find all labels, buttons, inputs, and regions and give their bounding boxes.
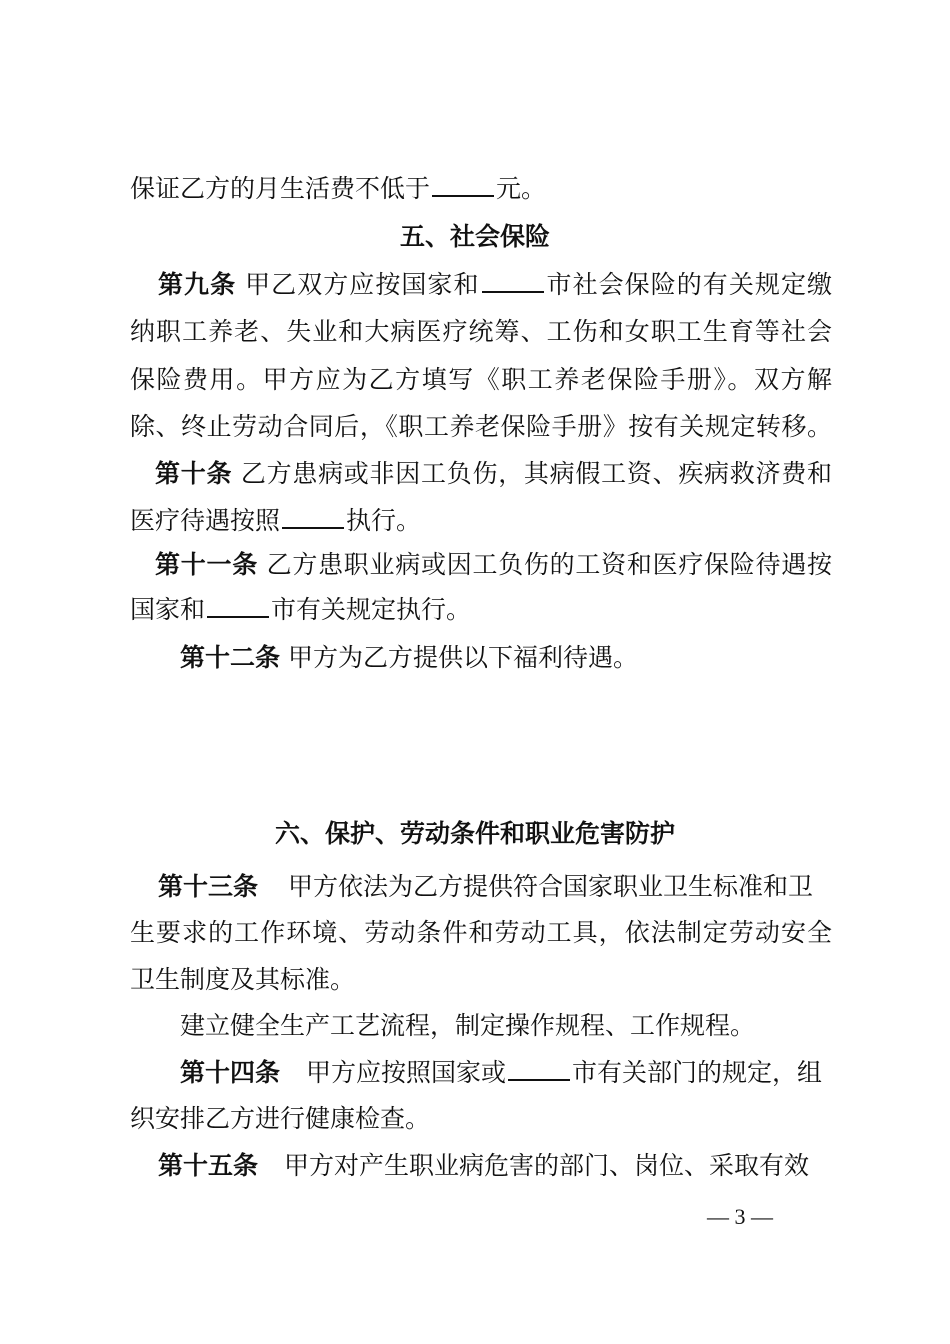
- fill-in-blank[interactable]: [508, 1057, 570, 1081]
- section-heading-social-insurance: 五、社会保险: [399, 222, 550, 251]
- text-segment: 市有关规定执行。: [271, 595, 472, 624]
- article-9-line: [158, 269, 832, 301]
- text-segment: 乙方患病或非因工负伤，其病假工资、疾病救济费和: [232, 459, 832, 488]
- text-line-medical-treatment: [130, 505, 421, 537]
- text-line: 保险费用。甲方应为乙方填写《职工养老保险手册》。双方解: [130, 365, 832, 394]
- article-11-line: [155, 549, 832, 581]
- text-line: 建立健全生产工艺流程，制定操作规程、工作规程。: [180, 1011, 756, 1040]
- text-segment: 元。: [496, 174, 547, 203]
- article-label: 第十四条: [180, 1058, 281, 1087]
- fill-in-blank[interactable]: [207, 594, 269, 618]
- text-line: 纳职工养老、失业和大病医疗统筹、工伤和女职工生育等社会: [130, 317, 832, 346]
- text-segment: 保证乙方的月生活费不低于: [130, 174, 431, 203]
- article-12-line: [180, 642, 638, 674]
- fill-in-blank[interactable]: [482, 269, 544, 293]
- text-line-living-allowance: [130, 173, 546, 205]
- text-line: 卫生制度及其标准。: [130, 965, 356, 994]
- text-segment: 甲方应按照国家或: [306, 1058, 507, 1087]
- text-segment: 甲乙双方应按国家和: [236, 270, 480, 299]
- section-heading-labor-protection: 六、保护、劳动条件和职业危害防护: [274, 819, 675, 848]
- text-segment: 甲方为乙方提供以下福利待遇。: [280, 643, 638, 672]
- article-label: 第九条: [158, 270, 237, 299]
- text-segment: 市社会保险的有关规定缴: [545, 270, 832, 299]
- text-line: 除、终止劳动合同后，《职工养老保险手册》按有关规定转移。: [130, 412, 832, 441]
- text-segment: 乙方患职业病或因工负伤的工资和医疗保险待遇按: [257, 550, 832, 579]
- text-segment: 甲方依法为乙方提供符合国家职业卫生标准和卫: [288, 872, 814, 901]
- text-segment: 执行。: [346, 506, 422, 535]
- article-label: 第十五条: [158, 1151, 259, 1180]
- article-15-line: [158, 1150, 809, 1182]
- article-14-line: [180, 1057, 822, 1089]
- text-segment: 医疗待遇按照: [130, 506, 281, 535]
- fill-in-blank[interactable]: [432, 173, 494, 197]
- article-label: 第十二条: [180, 643, 281, 672]
- article-label: 第十三条: [158, 872, 259, 901]
- text-segment: 国家和: [130, 595, 206, 624]
- article-13-line: [158, 871, 813, 903]
- text-segment: 市有关部门的规定，组: [572, 1058, 823, 1087]
- text-segment: 甲方对产生职业病危害的部门、岗位、采取有效: [284, 1151, 810, 1180]
- article-label: 第十条: [155, 459, 233, 488]
- article-10-line: [155, 458, 832, 490]
- text-line: 织安排乙方进行健康检查。: [130, 1104, 431, 1133]
- page-number: — 3 —: [707, 1204, 773, 1229]
- article-label: 第十一条: [155, 550, 258, 579]
- text-line: 生要求的工作环境、劳动条件和劳动工具，依法制定劳动安全: [130, 918, 832, 947]
- text-line-national-city: [130, 594, 471, 626]
- fill-in-blank[interactable]: [282, 505, 344, 529]
